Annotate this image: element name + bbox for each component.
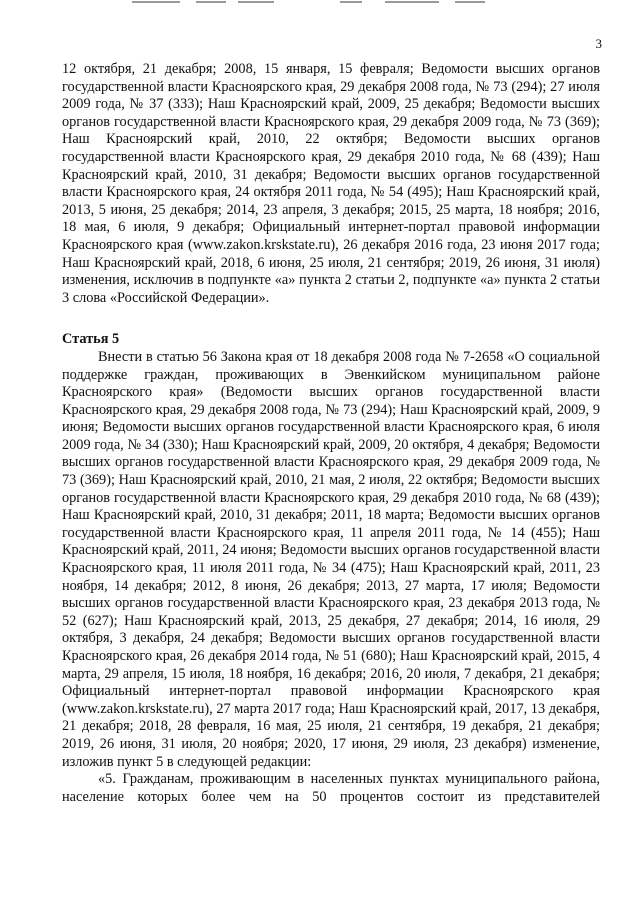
- page-number: 3: [595, 36, 602, 51]
- paragraph-continuation: 12 октября, 21 декабря; 2008, 15 января, 15 февраля; Ведомости высших органов государственной власти Красноярского края, 29 декабря 2008 года, № 73 (294); 27 июля 2009 года, № 37 (333); Наш Красноярский край, 2009, 25 декабря; Ведомости высших органов государственной власти Красноярского края, 29 декабря 2009 года, № 73 (369); Наш Красноярский край, 2010, 22 октября; Ведомости высших органов государственной власти Красноярского края, 29 декабря 2010 года, № 68 (439); Наш Красноярский край, 2010, 31 декабря; Ведомости высших органов государственной власти Красноярского края, 24 октября 2011 года, № 54 (495); Наш Красноярский край, 2013, 5 июня, 25 декабря; 2014, 23 апреля, 3 декабря; 2015, 25 марта, 18 ноября; 2016, 18 мая, 6 июля, 9 декабря; Официальный интернет-портал правовой информации Красноярского края (www.zakon.krskstate.ru), 26 декабря 2016 года, 23 июня 2017 года; Наш Красноярский край, 2018, 6 июня, 25 июля, 21 сентября; 2019, 26 июня, 31 июля) изменения, исключив в подпункте «а» пункта 2 статьи 2, подпункте «а» пункта 2 статьи 3 слова «Российской Федерации».: [62, 61, 600, 306]
- scan-edge-artifact: [0, 0, 635, 6]
- article-heading: Статья 5: [62, 331, 120, 348]
- paragraph-quoted-amendment: «5. Гражданам, проживающим в населенных пунктах муниципального района, население которых более чем на 50 процентов состоит из представителей: [62, 771, 600, 805]
- document-body: [62, 61, 600, 806]
- paragraph-article-body: Внести в статью 56 Закона края от 18 декабря 2008 года № 7-2658 «О социальной поддержке граждан, проживающих в Эвенкийском муниципальном районе Красноярского края» (Ведомости высших органов государственной власти Красноярского края, 29 декабря 2008 года, № 73 (294); Наш Красноярский край, 2009, 9 июня; Ведомости высших органов государственной власти Красноярского края, 6 июля 2009 года, № 34 (330); Наш Красноярский край, 2009, 20 октября, 4 декабря; Ведомости высших органов государственной власти Красноярского края, 29 декабря 2009 года, № 73 (369); Наш Красноярский край, 2010, 21 мая, 2 июля, 22 октября; Ведомости высших органов государственной власти Красноярского края, 29 декабря 2010 года, № 68 (439); Наш Красноярский край, 2010, 31 декабря; 2011, 18 марта; Ведомости высших органов государственной власти Красноярского края, 11 апреля 2011 года, № 14 (455); Наш Красноярский край, 2011, 24 июня; Ведомости высших органов государственной власти Красноярского края, 11 июля 2011 года, № 34 (475); Наш Красноярский край, 2011, 23 ноября, 14 декабря; 2012, 8 июня, 26 декабря; 2013, 27 марта, 17 июля; Ведомости высших органов государственной власти Красноярского края, 23 декабря 2013 года, № 52 (627); Наш Красноярский край, 2013, 25 декабря, 27 декабря; 2014, 16 июля, 29 октября, 3 декабря, 24 декабря; Ведомости высших органов государственной власти Красноярского края, 26 декабря 2014 года, № 51 (680); Наш Красноярский край, 2015, 4 марта, 29 апреля, 15 июля, 18 ноября, 16 декабря; 2016, 20 июля, 7 декабря, 21 декабря; Официальный интернет-портал правовой информации Красноярского края (www.zakon.krskstate.ru), 27 марта 2017 года; Наш Красноярский край, 2017, 13 декабря, 21 декабря; 2018, 28 февраля, 16 мая, 25 июля, 21 сентября, 19 декабря, 21 декабря; 2019, 26 июня, 31 июля, 20 ноября; 2020, 17 июня, 29 июля, 23 декабря) изменение, изложив пункт 5 в следующей редакции:: [62, 348, 600, 770]
